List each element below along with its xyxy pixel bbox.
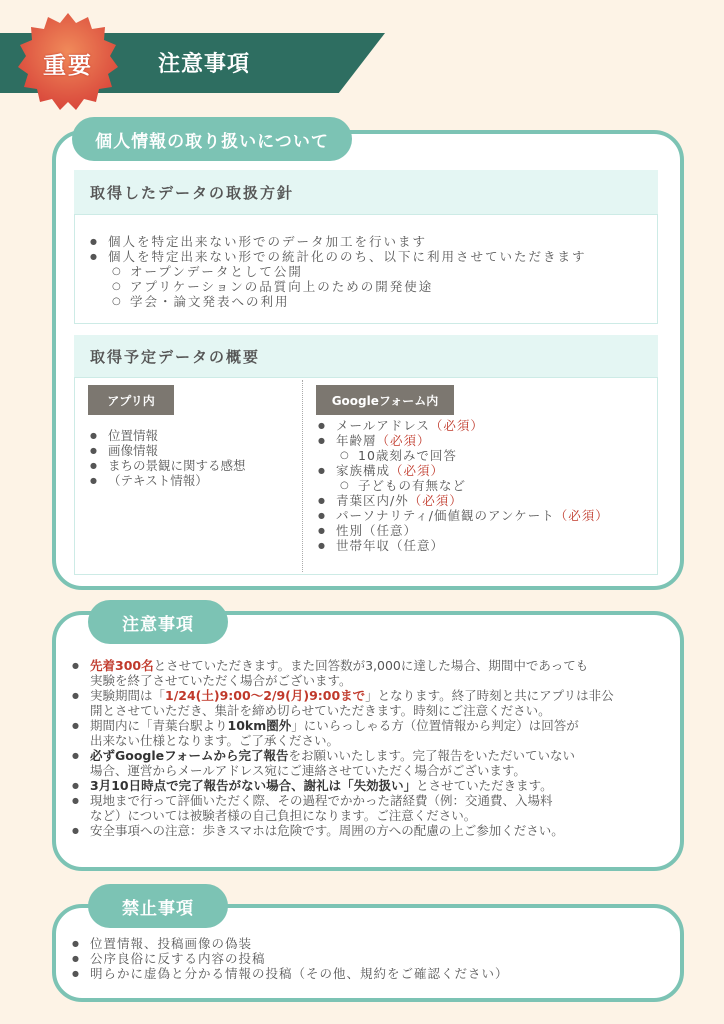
list-subitem: ○ 子どもの有無など [318,478,653,493]
list-item: ● 性別（任意） [318,523,653,538]
app-tag: アプリ内 [88,385,174,415]
list-item: ● 期間内に「青葉台駅より10km圏外」にいらっしゃる方（位置情報から判定）は回答が 出来ない仕様となります。ご了承ください。 [72,718,672,748]
notes-list [72,658,672,838]
planned-heading: 取得予定データの概要 [74,335,658,377]
policy-list [90,234,650,309]
page-title: 注意事項 [158,52,251,77]
list-item: ● 位置情報、投稿画像の偽装 [72,936,672,951]
app-data-list [90,428,295,488]
list-item: ● 個人を特定出来ない形でのデータ加工を行います [90,234,650,249]
prohibited-pill: 禁止事項 [88,884,228,928]
list-subitem: ○ 学会・論文発表への利用 [90,294,650,309]
list-subitem: ○ アプリケーションの品質向上のための開発使途 [90,279,650,294]
list-item: ● パーソナリティ/価値観のアンケート（必須） [318,508,653,523]
column-divider [302,380,303,572]
list-item: ● 実験期間は「1/24(土)9:00〜2/9(月)9:00まで」となります。終了時刻と共にアプリは非公 開とさせていただき、集計を締め切らせていただきます。時刻にご注意ください。 [72,688,672,718]
form-data-list [318,418,653,553]
list-item: ● 青葉区内/外（必須） [318,493,653,508]
privacy-pill: 個人情報の取り扱いについて [72,117,352,161]
list-item-continuation: ● （テキスト情報） [90,473,295,488]
important-badge [16,11,120,115]
policy-heading: 取得したデータの取扱方針 [74,170,658,214]
list-subitem: ○ 10歳刻みで回答 [318,448,653,463]
badge-label: 重要 [43,52,93,79]
list-item: ● 家族構成（必須） [318,463,653,478]
list-item: ● 位置情報 [90,428,295,443]
prohibited-list [72,936,672,981]
list-item: ● 画像情報 [90,443,295,458]
notes-pill: 注意事項 [88,600,228,644]
list-item: ● 個人を特定出来ない形での統計化ののち、以下に利用させていただきます [90,249,650,264]
list-item: ● 現地まで行って評価いただく際、その過程でかかった諸経費（例：交通費、入場料 など）については被験者様の自己負担になります。ご注意ください。 [72,793,672,823]
list-subitem: ○ オープンデータとして公開 [90,264,650,279]
list-item: ● 安全事項への注意：歩きスマホは危険です。周囲の方への配慮の上ご参加ください。 [72,823,672,838]
form-tag: Googleフォーム内 [316,385,454,415]
list-item: ● 3月10日時点で完了報告がない場合、謝礼は「失効扱い」とさせていただきます。 [72,778,672,793]
list-item: ● 公序良俗に反する内容の投稿 [72,951,672,966]
list-item: ● 先着300名とさせていただきます。また回答数が3,000に達した場合、期間中であっても 実験を終了させていただく場合がございます。 [72,658,672,688]
list-item: ● 明らかに虚偽と分かる情報の投稿（その他、規約をご確認ください） [72,966,672,981]
list-item: ● 世帯年収（任意） [318,538,653,553]
list-item: ● 必ずGoogleフォームから完了報告をお願いいたします。完了報告をいただいていない 場合、運営からメールアドレス宛にご連絡させていただく場合がございます。 [72,748,672,778]
list-item: ● メールアドレス（必須） [318,418,653,433]
list-item: ● 年齢層（必須） [318,433,653,448]
list-item: ● まちの景観に関する感想 [90,458,295,473]
